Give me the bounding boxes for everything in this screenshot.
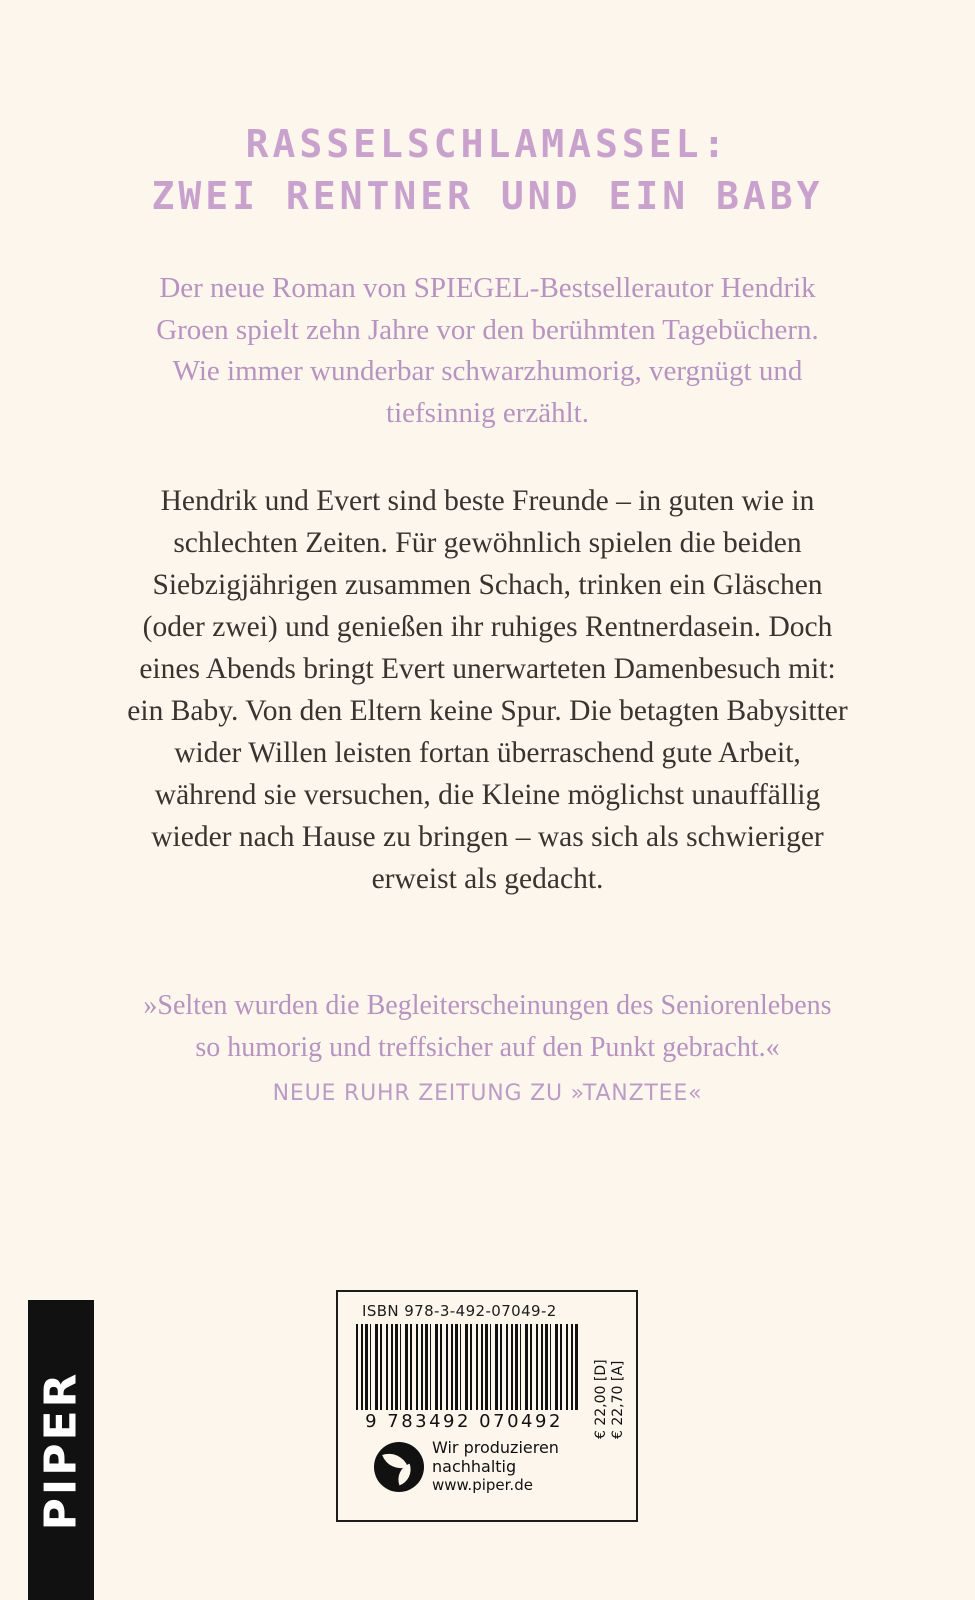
price-germany: € 22,00 [D] (593, 1359, 609, 1439)
eco-line-2: nachhaltig (432, 1457, 517, 1476)
barcode-bars (356, 1324, 580, 1410)
price-block (586, 1324, 626, 1439)
barcode-main-row (348, 1324, 626, 1439)
press-quote-text: »Selten wurden die Begleiterscheinungen des Seniorenlebens so humorig und treffsicher auf den Punkt gebracht.« (143, 990, 832, 1063)
title-line-2: ZWEI RENTNER UND EIN BABY (151, 174, 824, 218)
barcode-digits: 9 783492 070492 (365, 1411, 563, 1432)
price-austria: € 22,70 [A] (610, 1360, 626, 1439)
title-line-1: RASSELSCHLAMASSEL: (245, 122, 730, 166)
publisher-name: PIPER (35, 1370, 87, 1530)
publisher-url: www.piper.de (432, 1476, 533, 1494)
eco-line-1: Wir produzieren (432, 1438, 559, 1457)
page-title (0, 118, 975, 222)
blurb-paragraph: Hendrik und Evert sind beste Freunde – in guten wie in schlechten Zeiten. Für gewöhnlich spielen die beiden Siebzigjährigen zusammen Schach, trinken ein Gläschen (oder zwei) und genießen ihr ruhiges Rentnerdasein. Doch eines Abends bringt Evert unerwarteten Damenbesuch mit: ein Baby. Von den Eltern keine Spur. Die betagten Babysitter wider Willen leisten fortan überraschend gute Arbeit, während sie versuchen, die Kleine möglichst unauffällig wieder nach Hause zu bringen – was sich als schwieriger erweist als gedacht. (127, 485, 848, 895)
isbn-label: ISBN 978-3-492-07049-2 (362, 1302, 557, 1320)
eco-row (374, 1438, 626, 1495)
press-quote (140, 985, 835, 1115)
press-quote-source: NEUE RUHR ZEITUNG ZU »TANZTEE« (272, 1081, 703, 1106)
publisher-logo-block (28, 1300, 94, 1600)
price-rotated (593, 1335, 627, 1439)
barcode-area (336, 1290, 638, 1522)
eco-text (432, 1438, 559, 1495)
leaf-icon (374, 1442, 424, 1492)
intro-paragraph: Der neue Roman von SPIEGEL‑Bestsellerautor Hendrik Groen spielt zehn Jahre vor den berühmten Tagebüchern. Wie immer wunderbar schwarzhumorig, vergnügt und tiefsinnig erzählt. (156, 272, 819, 429)
